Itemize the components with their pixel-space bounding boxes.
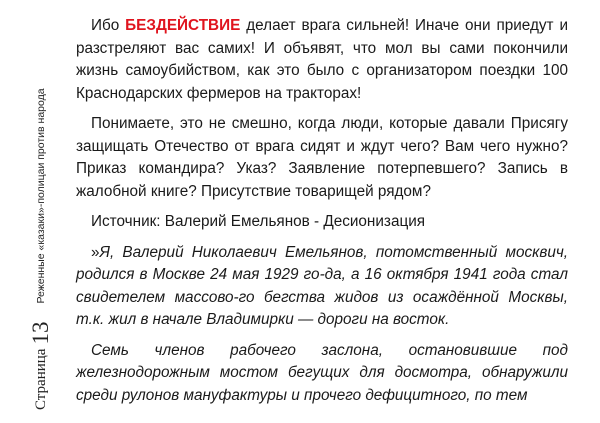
quote-mark: » [91,243,100,261]
source-line: Источник: Валерий Емельянов - Десионизация [91,213,426,230]
page-content [76,15,568,415]
quote-paragraph-1-text: Я, Валерий Николаевич Емельянов, потомственный москвич, родился в Москве 24 мая 1929 го-да, а 16 октября 1941 года стал свидетелем массово-го бегства жидов из осаждённой Москвы, т.к. жил в начале Владимирки — дороги на восток. [76,243,568,328]
page-label: Страница [32,348,49,410]
page-sidebar [0,0,56,423]
paragraph-2: Понимаете, это не смешно, когда люди, которые давали Присягу защищать Отечество от врага сидят и ждут чего? Вам чего нужно? Приказ командира? Указ? Заявление потерпевшего? Запись в жалобной книге? Присутствие товарищей рядом? [76,115,568,200]
page-number: 13 [28,321,53,345]
emphasis-word: БЕЗДЕЙСТВИЕ [125,17,241,34]
quote-paragraph-2: Семь членов рабочего заслона, остановившие под железнодорожным мостом бегущих для досмотра, обнаружили среди рулонов мануфактуры и прочего дефицитного, по тем [76,341,568,404]
sidebar-rotated-text [28,88,54,410]
paragraph-1-rest: делает врага сильней! Иначе они приедут и разстреляют вас самих! И объявят, что мол вы сами покончили жизнь самоубийством, как это было с организатором поездки 100 Краснодарских фермеров на тракторах! [76,17,568,102]
document-title: Реженные «казаки»-полицаи против народа [35,88,47,304]
paragraph-1-prefix: Ибо [91,17,126,34]
quote-paragraph-1 [76,242,568,332]
paragraph-1 [76,15,568,105]
